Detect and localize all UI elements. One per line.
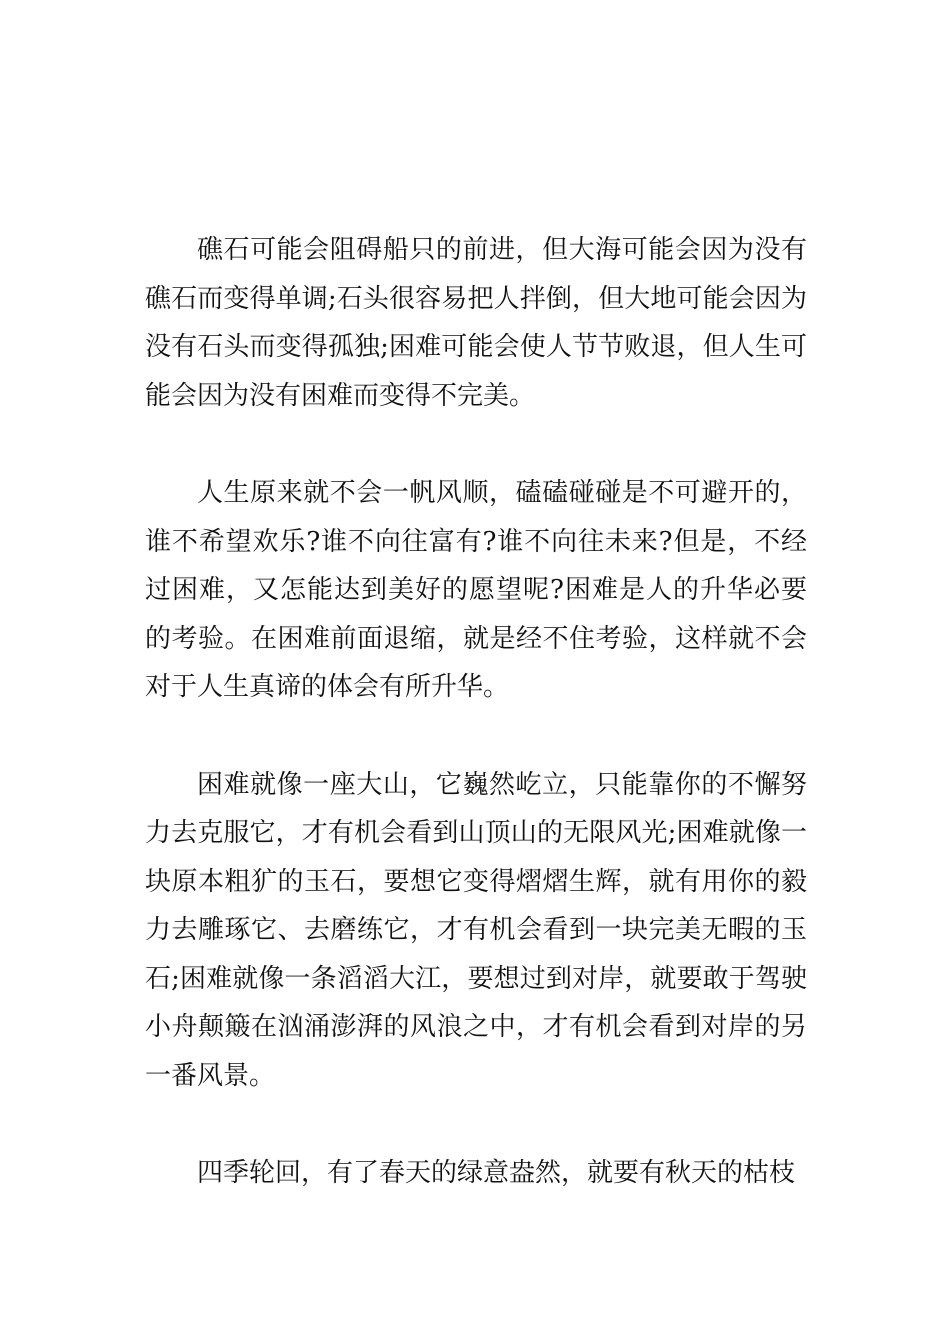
paragraph-3: 困难就像一座大山，它巍然屹立，只能靠你的不懈努力去克服它，才有机会看到山顶山的无限风光;困难就像一块原本粗犷的玉石，要想它变得熠熠生辉，就有用你的毅力去雕琢它、去磨练它，才有机会看到一块完美无暇的玉石;困难就像一条滔滔大江，要想过到对岸，就要敢于驾驶小舟颠簸在汹涌澎湃的风浪之中，才有机会看到对岸的另一番风景。 [145,769,807,1091]
paragraph-4: 四季轮回，有了春天的绿意盎然，就要有秋天的枯枝 [197,1158,796,1188]
paragraph-1: 礁石可能会阻碍船只的前进，但大海可能会因为没有礁石而变得单调;石头很容易把人拌倒，但大地可能会因为没有石头而变得孤独;困难可能会使人节节败退，但人生可能会因为没有困难而变得不完美。 [145,235,807,411]
paragraph-2: 人生原来就不会一帆风顺，磕磕碰碰是不可避开的，谁不希望欢乐?谁不向往富有?谁不向往未来?但是，不经过困难，又怎能达到美好的愿望呢?困难是人的升华必要的考验。在困难前面退缩，就是经不住考验，这样就不会对于人生真谛的体会有所升华。 [145,478,807,702]
document-body [145,226,807,1198]
